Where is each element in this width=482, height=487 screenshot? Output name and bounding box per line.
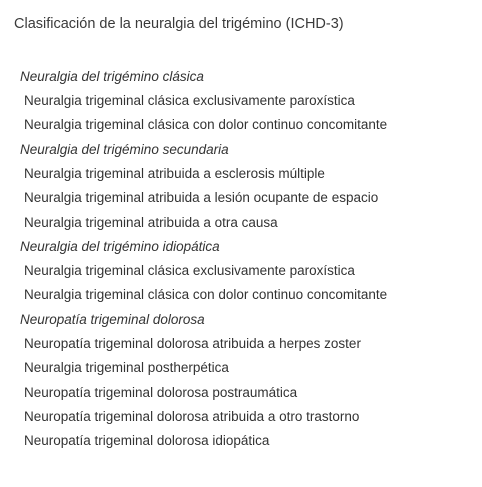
list-item: Neuropatía trigeminal dolorosa atribuida a otro trastorno (24, 408, 360, 424)
classification-list (14, 65, 482, 454)
group-painful-neuropathy (20, 308, 482, 454)
list-item: Neuralgia trigeminal clásica exclusivamente paroxística (24, 262, 355, 278)
group-classic (20, 65, 482, 138)
list-item: Neuropatía trigeminal dolorosa postraumática (24, 384, 298, 400)
list-item: Neuropatía trigeminal dolorosa atribuida a herpes zoster (24, 335, 361, 351)
list-item: Neuralgia trigeminal atribuida a lesión ocupante de espacio (24, 190, 379, 206)
group-secondary (20, 138, 482, 235)
list-item: Neuralgia trigeminal postherpética (24, 360, 229, 376)
list-item: Neuralgia trigeminal atribuida a esclerosis múltiple (24, 165, 325, 181)
list-item: Neuropatía trigeminal dolorosa idiopática (24, 433, 270, 449)
list-item: Neuralgia trigeminal atribuida a otra causa (24, 214, 278, 230)
document-title: Clasificación de la neuralgia del trigémino (ICHD-3) (14, 16, 344, 32)
list-item: Neuralgia trigeminal clásica con dolor continuo concomitante (24, 287, 388, 303)
group-header: Neuralgia del trigémino idiopática (20, 238, 220, 254)
group-header: Neuralgia del trigémino clásica (20, 69, 204, 84)
group-header: Neuralgia del trigémino secundaria (20, 141, 229, 157)
group-header: Neuropatía trigeminal dolorosa (20, 311, 205, 327)
group-idiopathic (20, 235, 482, 308)
list-item: Neuralgia trigeminal clásica con dolor continuo concomitante (24, 117, 388, 133)
list-item: Neuralgia trigeminal clásica exclusivamente paroxística (24, 93, 355, 108)
